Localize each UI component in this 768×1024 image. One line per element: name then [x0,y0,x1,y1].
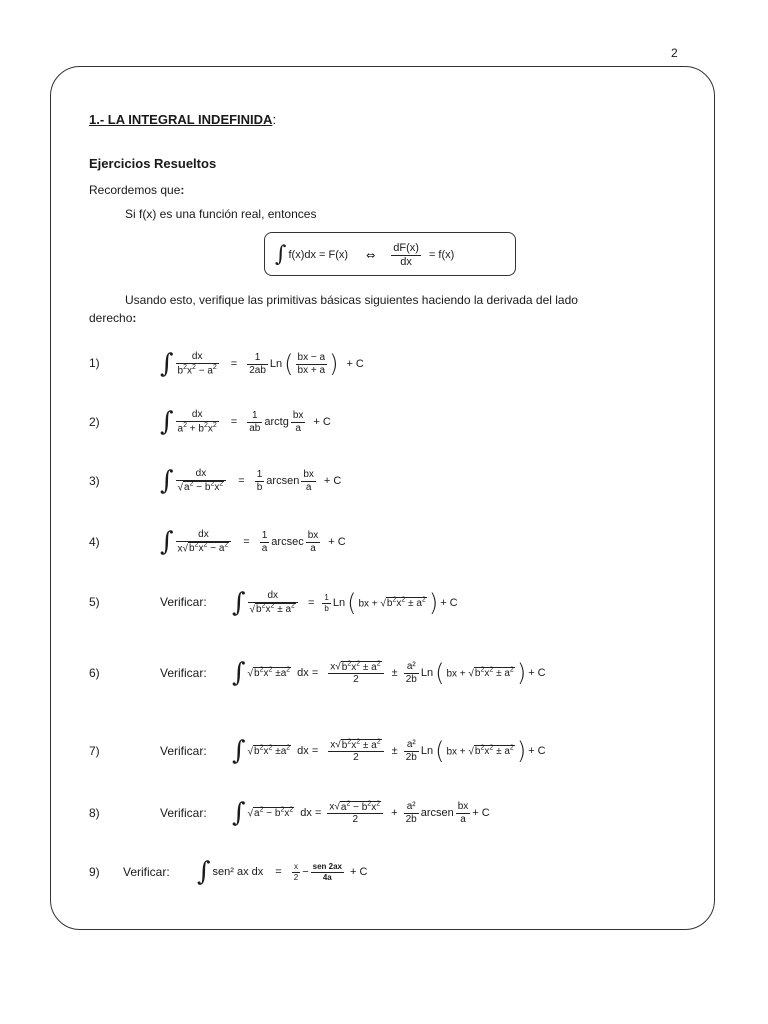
right-paren: ) [516,737,527,765]
log-numerator: bx − a [297,352,326,363]
constant-term: + C [349,866,368,878]
integrand-fraction [176,529,232,554]
argument-denominator: a [305,481,312,493]
coefficient-denominator: 2b [405,673,417,685]
instruction-line-1: Usando esto, verifique las primitivas básicas siguientes haciendo la derivada del lado [125,293,578,307]
integral-sign: ∫ [232,658,246,688]
section-title [89,112,276,127]
verify-label: Verificar: [123,865,170,879]
coefficient-fraction [322,593,330,612]
sqrt-symbol: $√a^2 - b^2x^2$ [177,480,224,494]
exercise-number: 8) [89,806,100,820]
coefficient-denominator: 2ab [249,364,266,376]
definition-box [264,232,516,276]
first-term-denominator: 2 [353,752,359,764]
exercise-number: 9) [89,865,100,879]
first-term-fraction [327,800,383,825]
section-title-text: 1.- LA INTEGRAL INDEFINIDA [89,112,273,127]
integrand: sen² ax dx [212,866,264,878]
left-paren: ( [347,589,357,617]
iff-symbol: ⇔ [366,248,376,262]
second-term-numerator: sen 2ax [312,862,342,872]
coefficient-numerator: 1 [247,352,268,365]
coefficient-denominator: a [261,542,268,554]
right-paren: ) [329,350,339,378]
integrand-denominator: $b^2x^2 - a^2$ [177,363,217,377]
log-argument: bx + $√b^2x^2 \pm a^2$ [446,744,514,758]
function-name: Ln [420,667,434,679]
integrand-fraction [176,468,227,493]
integrand: $√b^2x^2 \pm a^2$ [247,666,291,680]
coefficient-numerator: a² [404,661,419,674]
exercise-number: 2) [89,415,100,429]
definition-lhs: f(x)dx = F(x) [288,249,349,261]
exercise-number: 6) [89,666,100,680]
integrand-numerator: dx [176,468,227,481]
log-argument: bx + $√b^2x^2 \pm a^2$ [358,596,426,610]
exercise-9-formula [197,852,369,892]
log-argument-fraction [296,352,328,376]
coefficient-numerator: a² [404,801,419,814]
first-term-denominator: 2 [352,814,359,826]
coefficient-fraction [404,661,419,685]
exercise-4-formula [160,521,348,563]
definition-formula [275,237,456,273]
exercise-3-formula [160,460,343,502]
log-denominator: bx + a [297,364,326,376]
equals-sign: = [243,536,250,548]
coefficient-denominator: ab [249,422,261,434]
equals-sign: = [230,358,238,370]
verify-label: Verificar: [160,744,207,758]
function-name: arcsec [271,536,304,548]
argument-numerator: bx [307,530,319,541]
exercise-7-formula [232,730,548,772]
integral-sign: ∫ [160,407,174,437]
equals-sign: = [230,416,238,428]
exercise-number: 1) [89,356,100,370]
function-name: Ln [420,745,434,757]
first-term-numerator: $x√a^2 - b^2x^2$ [327,800,383,814]
exercise-5-formula [232,582,460,624]
first-term-fraction [292,862,300,881]
integrand-denominator [176,481,227,494]
argument-numerator: bx [292,410,304,421]
log-argument: bx + $√b^2x^2 \pm a^2$ [446,666,514,680]
integrand-fraction [176,409,219,434]
coefficient-numerator: 1 [261,530,268,541]
integral-sign: ∫ [160,349,174,379]
constant-term: + C [472,807,490,819]
exercise-6-formula [232,652,548,694]
integrand-fraction [176,351,219,376]
derivative-numerator: dF(x) [393,241,419,254]
coefficient-fraction [247,410,262,434]
argument-denominator: a [460,813,466,825]
right-paren: ) [428,589,439,617]
equals-sign: = [307,597,315,609]
derivative-fraction [391,242,421,268]
argument-fraction [291,410,306,434]
argument-numerator: bx [303,469,314,480]
argument-fraction [456,801,471,825]
verify-label: Verificar: [160,806,207,820]
exercise-1-formula [160,344,366,384]
exercise-number: 4) [89,535,100,549]
constant-term: + C [323,475,342,487]
lhs-tail: dx = [300,807,322,819]
exercise-2-formula [160,402,333,442]
minus-sign: − [302,866,309,878]
first-term-denominator: 2 [353,674,359,686]
recall-line [89,183,184,197]
integral-sign: ∫ [197,857,211,887]
sqrt-symbol: $√b^2x^2 \pm a^2$ [249,602,295,616]
function-name: arcsen [266,475,300,487]
integral-sign: ∫ [275,242,287,267]
integrand-numerator: dx [176,351,219,364]
left-paren: ( [435,737,445,765]
exercise-8-formula [232,792,492,834]
integrand-numerator: dx [176,529,232,542]
integral-sign: ∫ [232,588,246,618]
coefficient-denominator: b [256,481,263,493]
equals-sign: = [275,866,282,878]
instruction-colon: : [132,311,137,325]
integrand-denominator: $a^2 + b^2x^2$ [177,421,217,435]
coefficient-numerator: 1 [256,469,263,480]
page-number: 2 [671,46,678,60]
coefficient-fraction [404,801,419,825]
recall-text: Recordemos que [89,183,181,197]
right-paren: ) [516,659,527,687]
integral-sign: ∫ [232,798,246,828]
constant-term: + C [313,416,331,428]
coefficient-fraction [255,469,265,493]
first-term-numerator: $x√b^2x^2 \pm a^2$ [328,660,383,674]
coefficient-denominator: 2b [405,813,417,825]
coefficient-numerator: a² [404,739,419,752]
integrand-numerator: dx [248,590,298,603]
exercise-number: 3) [89,474,100,488]
argument-denominator: a [310,542,316,554]
function-name: arctg [264,416,289,428]
instruction-text: derecho [89,311,133,325]
verify-label: Verificar: [160,666,207,680]
subtitle: Ejercicios Resueltos [89,156,217,171]
first-term-fraction [328,738,383,763]
function-name: Ln [332,597,346,609]
exercise-number: 5) [89,595,100,609]
statement-line: Si f(x) es una función real, entonces [125,207,317,221]
instruction-line-2 [89,311,136,325]
sqrt-symbol: $√b^2x^2 - a^2$ [182,541,229,555]
derivative-denominator: dx [400,255,412,268]
argument-denominator: a [295,422,301,434]
constant-term: + C [328,536,346,548]
coefficient-numerator: 1 [324,593,329,603]
first-term-fraction [328,660,383,685]
equals-sign: = [238,475,245,487]
argument-fraction [301,469,316,493]
verify-label: Verificar: [160,595,207,609]
function-name: Ln [269,358,283,370]
left-paren: ( [435,659,445,687]
lhs-tail: dx = [297,667,319,679]
integral-sign: ∫ [232,736,246,766]
integral-sign: ∫ [160,466,174,496]
integrand: $√b^2x^2 \pm a^2$ [247,744,291,758]
function-name: arcsen [420,807,454,819]
argument-fraction [306,530,321,554]
first-term-denominator: 2 [293,872,299,882]
plus-sign: + [391,807,398,819]
integral-sign: ∫ [160,527,174,557]
recall-colon: : [180,183,185,197]
definition-rhs: = f(x) [428,249,455,261]
constant-term: + C [346,358,364,370]
plus-minus: ± [391,745,398,757]
first-term-numerator: x [292,862,300,872]
left-paren: ( [284,350,294,378]
constant-term: + C [440,597,458,609]
coefficient-fraction [404,739,419,763]
first-term-numerator: $x√b^2x^2 \pm a^2$ [328,738,383,752]
plus-minus: ± [391,667,398,679]
coefficient-fraction [260,530,270,554]
second-term-fraction [311,862,344,881]
argument-numerator: bx [457,801,469,812]
integrand-denominator: $x√b^2x^2 - a^2$ [177,541,229,555]
section-title-colon: : [272,112,277,127]
integrand: $√a^2 - b^2x^2$ [247,806,294,820]
constant-term: + C [528,745,546,757]
lhs-tail: dx = [297,745,319,757]
integrand-denominator [248,603,298,616]
second-term-denominator: 4a [322,872,332,882]
constant-term: + C [528,667,546,679]
coefficient-denominator: b [324,603,329,613]
integrand-numerator: dx [176,409,219,422]
exercise-number: 7) [89,744,100,758]
coefficient-fraction [247,352,268,376]
coefficient-denominator: 2b [405,751,417,763]
coefficient-numerator: 1 [247,410,262,423]
integrand-fraction [248,590,298,615]
